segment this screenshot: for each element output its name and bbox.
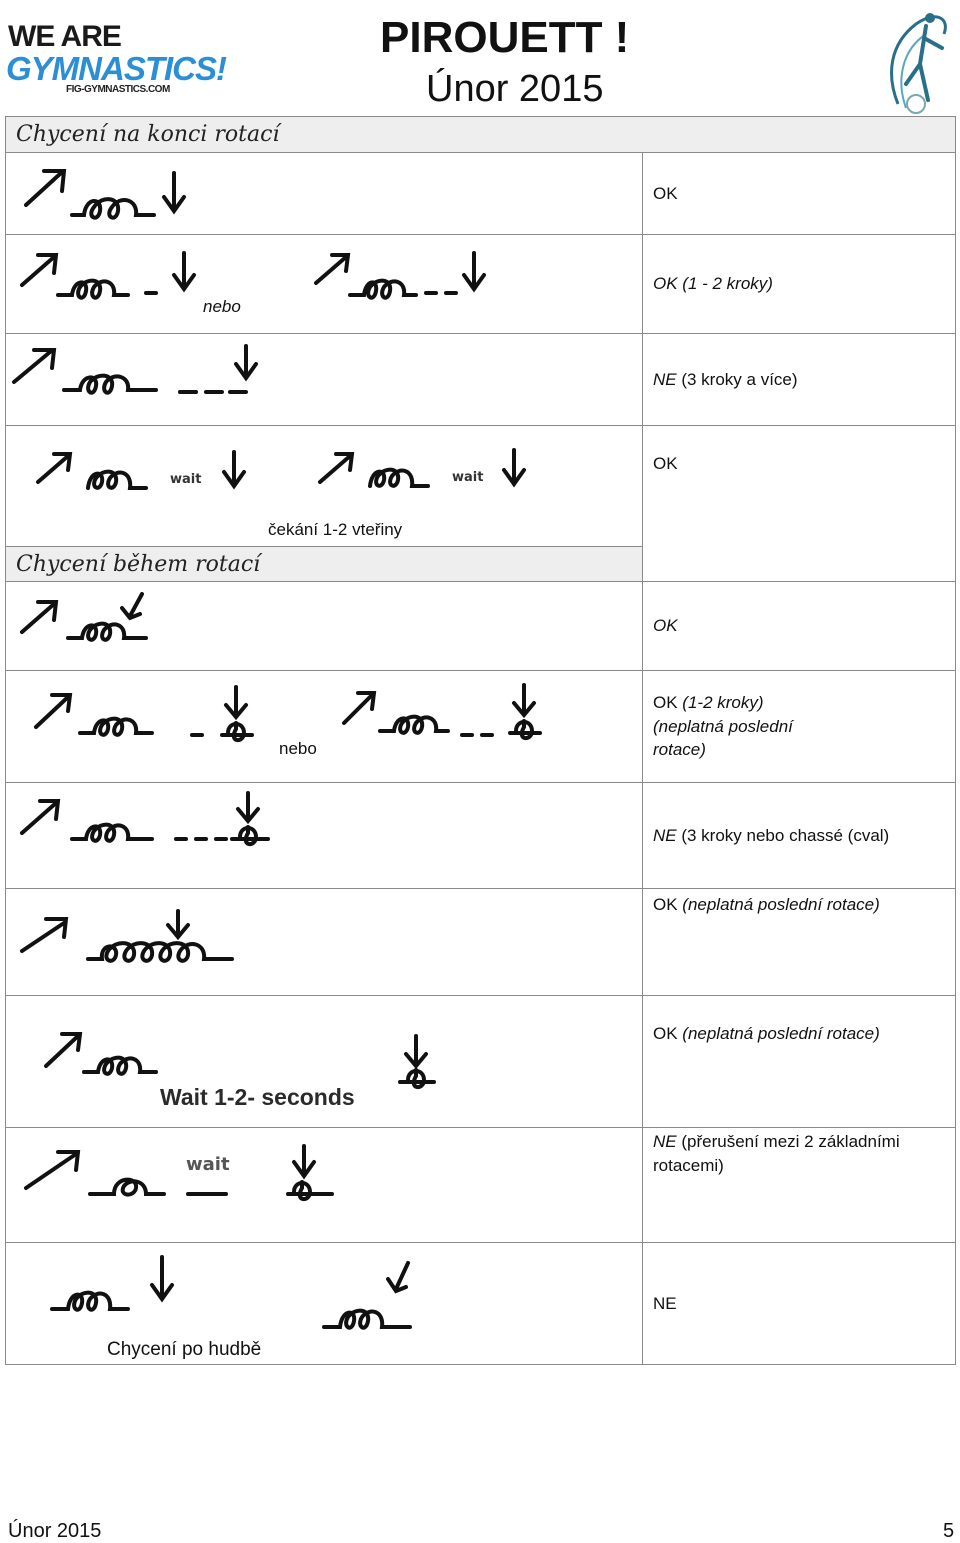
table-row xyxy=(6,153,956,235)
result-text: NE xyxy=(653,825,677,845)
fig-gymnast-logo-icon xyxy=(876,4,956,116)
result-cell xyxy=(643,582,956,671)
result-cell xyxy=(643,889,956,996)
result-detail: (přerušení mezi 2 základními xyxy=(676,1132,900,1151)
notation-drawing-icon xyxy=(6,235,643,333)
result-cell xyxy=(643,153,956,235)
result-text: OK xyxy=(653,454,678,473)
pirouette-catch-table xyxy=(5,116,956,1365)
notation-cell xyxy=(6,1128,643,1243)
wait-seconds-label: Wait 1-2- seconds xyxy=(160,1084,355,1110)
table-row xyxy=(6,783,956,889)
logo-url: FIG-GYMNASTICS.COM xyxy=(66,84,170,95)
document-subtitle: Únor 2015 xyxy=(426,68,604,110)
result-detail-line2: (neplatná poslední xyxy=(653,716,793,736)
catch-after-music-note: Chycení po hudbě xyxy=(107,1339,262,1360)
we-are-logo-text: WE ARE xyxy=(8,20,121,53)
notation-cell xyxy=(6,153,643,235)
result-text: OK xyxy=(653,183,678,203)
notation-cell xyxy=(6,671,643,783)
table-row xyxy=(6,235,956,334)
result-text: OK xyxy=(653,1024,678,1043)
document-title: PIROUETT ! xyxy=(380,13,630,62)
result-detail: (3 kroky nebo chassé (cval) xyxy=(676,825,890,845)
notation-cell xyxy=(6,996,643,1128)
notation-cell xyxy=(6,889,643,996)
notation-cell xyxy=(6,1243,643,1365)
result-detail: (neplatná poslední rotace) xyxy=(677,1024,880,1043)
notation-cell xyxy=(6,582,643,671)
section-title-end: Chycení na konci rotací xyxy=(6,117,956,153)
wait-label: wait xyxy=(186,1154,230,1175)
wait-label: wait xyxy=(452,470,484,485)
section-header-row xyxy=(6,117,956,153)
result-detail: (3 kroky a více) xyxy=(676,369,798,389)
notation-drawing-icon xyxy=(6,153,643,234)
result-text: NE xyxy=(653,369,677,389)
table-row xyxy=(6,1243,956,1365)
result-cell xyxy=(643,334,956,426)
result-cell xyxy=(643,426,956,582)
result-cell xyxy=(643,783,956,889)
result-text: OK (1 - 2 kroky) xyxy=(653,274,773,294)
result-text: OK xyxy=(653,692,678,712)
table-row xyxy=(6,426,956,547)
notation-drawing-icon xyxy=(6,334,643,425)
notation-drawing-icon xyxy=(6,671,643,782)
notation-drawing-icon xyxy=(6,1128,643,1242)
result-cell xyxy=(643,1243,956,1365)
notation-drawing-icon xyxy=(6,1243,643,1364)
result-text: OK xyxy=(653,895,678,914)
waiting-note: čekání 1-2 vteřiny xyxy=(268,520,403,539)
footer-date: Únor 2015 xyxy=(8,1520,102,1542)
result-detail: (1-2 kroky) xyxy=(677,692,764,712)
notation-cell xyxy=(6,783,643,889)
result-cell xyxy=(643,235,956,334)
notation-cell xyxy=(6,235,643,334)
notation-drawing-icon xyxy=(6,889,643,995)
table-row xyxy=(6,889,956,996)
notation-drawing-icon xyxy=(6,582,643,670)
result-detail-line3: rotace) xyxy=(653,740,706,760)
wait-label: wait xyxy=(170,472,202,487)
nebo-label: nebo xyxy=(203,297,241,316)
notation-cell xyxy=(6,426,643,547)
notation-drawing-icon xyxy=(6,783,643,888)
gymnastics-logo-text: GYMNASTICS! xyxy=(6,50,226,87)
result-text: NE xyxy=(653,1293,677,1313)
table-row xyxy=(6,1128,956,1243)
table-row xyxy=(6,334,956,426)
section-title-during: Chycení během rotací xyxy=(6,547,643,582)
result-detail-line2: rotacemi) xyxy=(653,1155,724,1175)
table-row xyxy=(6,671,956,783)
notation-cell xyxy=(6,334,643,426)
page-number: 5 xyxy=(943,1520,955,1542)
result-text: NE xyxy=(653,1132,677,1151)
result-cell xyxy=(643,996,956,1128)
result-cell xyxy=(643,671,956,783)
table-row xyxy=(6,582,956,671)
result-cell xyxy=(643,1128,956,1243)
result-detail: (neplatná poslední rotace) xyxy=(677,895,880,914)
nebo-label: nebo xyxy=(279,739,317,758)
table-row xyxy=(6,996,956,1128)
result-text: OK xyxy=(653,616,678,636)
